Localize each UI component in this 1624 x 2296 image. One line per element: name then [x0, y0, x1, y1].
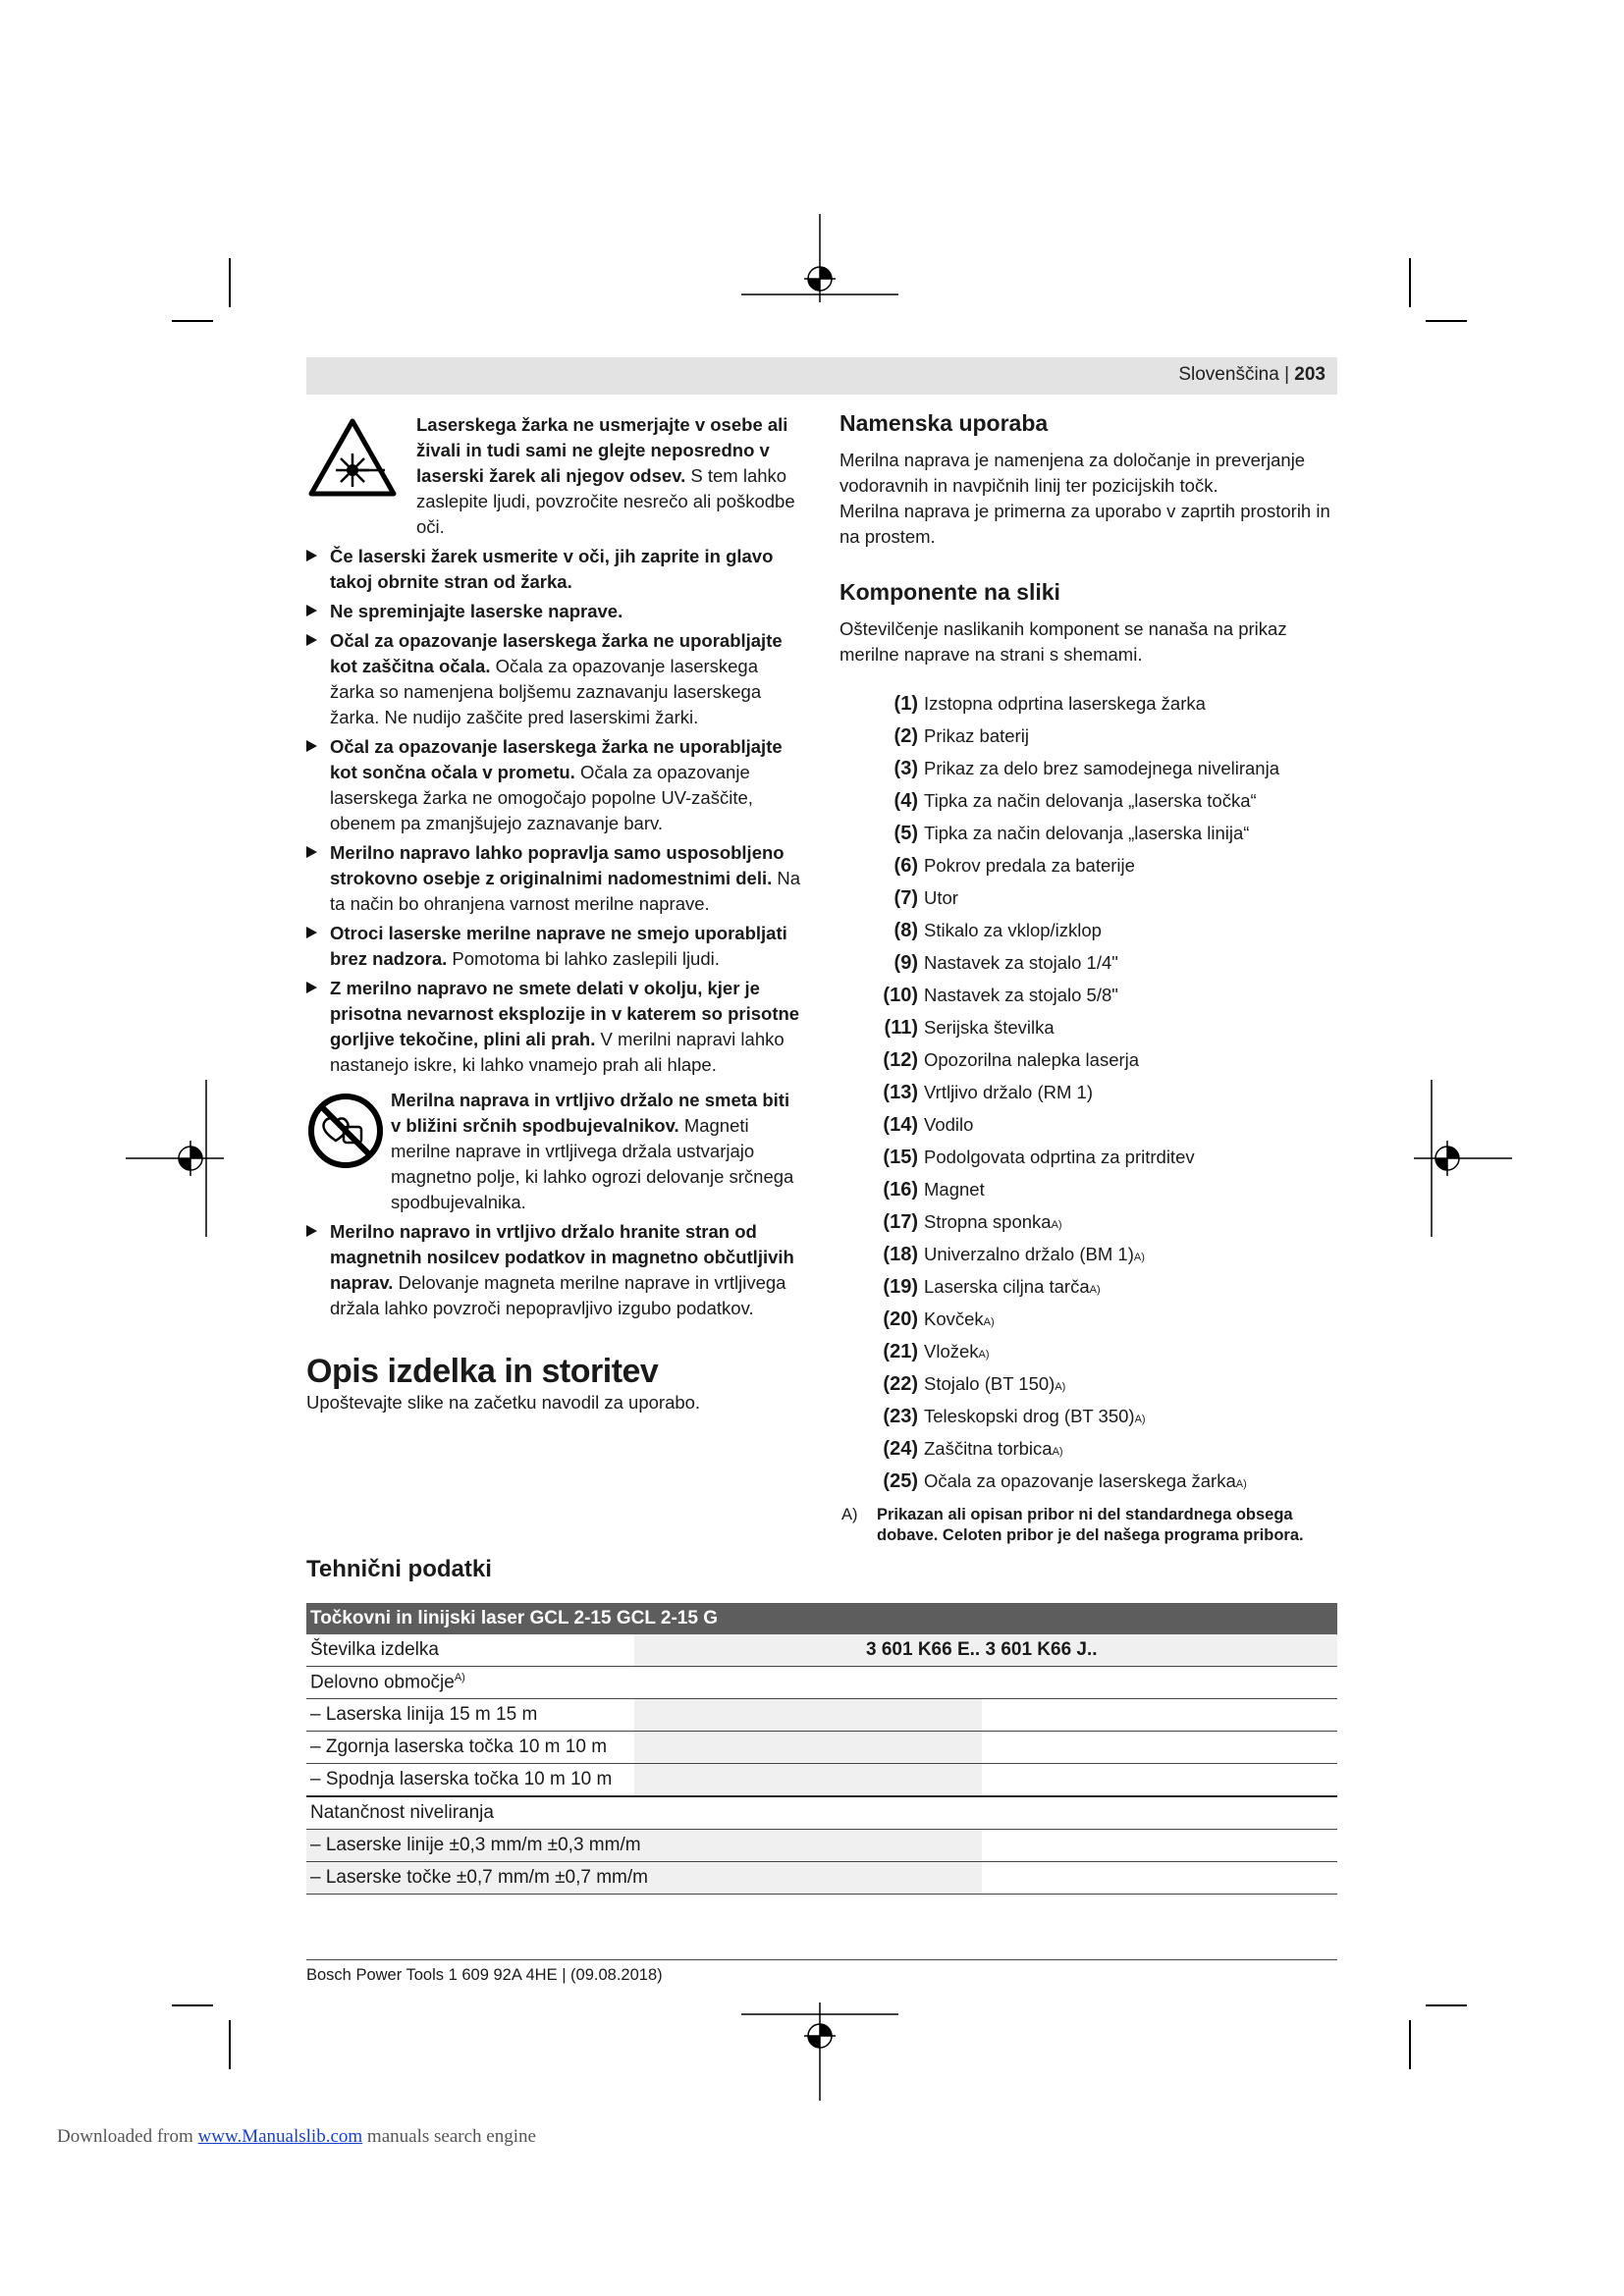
component-number: (13)	[883, 1082, 918, 1103]
table-row	[306, 1764, 1337, 1797]
component-label: Stropna sponka	[924, 1211, 1052, 1232]
article-label: Številka izdelka	[306, 1634, 634, 1667]
list-item	[839, 1274, 1338, 1307]
tech-title: Tehnični podatki	[306, 1556, 492, 1582]
pacemaker-warning-text	[391, 1088, 802, 1215]
intended-use-title: Namenska uporaba	[839, 410, 1049, 436]
component-number: (4)	[893, 790, 918, 812]
bullet-arrow-icon	[306, 927, 317, 938]
list-item	[839, 885, 1338, 918]
component-label: Zaščitna torbica	[924, 1438, 1053, 1459]
bullet-item	[306, 976, 802, 1078]
laser-warning-bold: Laserskega žarka ne usmerjajte v osebe ali živali in tudi sami ne glejte neposredno v laserski žarek ali njegov odsev.	[416, 414, 788, 486]
bullet-item	[306, 734, 802, 836]
bullet-bold: Če laserski žarek usmerite v oči, jih zaprite in glavo takoj obrnite stran od žarka.	[330, 546, 774, 592]
accuracy-row-2: – Laserske točke ±0,7 mm/m ±0,7 mm/m	[306, 1862, 982, 1895]
list-item	[839, 853, 1338, 885]
laser-warning	[306, 412, 802, 540]
bullet-arrow-icon	[306, 982, 317, 993]
intended-use-p1: Merilna naprava je namenjena za določanje in preverjanje vodoravnih in navpičnih linij ter pozicijskih točk.	[839, 450, 1306, 496]
component-number: (20)	[883, 1308, 918, 1330]
intended-use-p2: Merilna naprava je primerna za uporabo v zaprtih prostorih in na prostem.	[839, 501, 1330, 547]
pacemaker-warning-bold: Merilna naprava in vrtljivo držalo ne smeta biti v bližini srčnih spodbujevalnikov.	[391, 1090, 790, 1136]
list-item	[839, 918, 1338, 950]
range-label: Delovno območje	[310, 1672, 455, 1693]
tech-header: Točkovni in linijski laser GCL 2-15 GCL 2-15 G	[306, 1603, 1337, 1634]
list-item	[839, 691, 1338, 723]
pacemaker-warning-normal: Magneti merilne naprave in vrtljivega držala ustvarjajo magnetno polje, ki lahko ogrozi delovanje srčnega spodbujevalnika.	[391, 1115, 794, 1212]
magnet-bullets	[306, 1219, 802, 1321]
list-item	[839, 723, 1338, 756]
page-number: 203	[1294, 364, 1326, 385]
component-label: Vrtljivo držalo (RM 1)	[924, 1082, 1094, 1102]
component-label: Laserska ciljna tarča	[924, 1276, 1090, 1297]
component-number: (10)	[883, 985, 918, 1006]
component-number: (12)	[883, 1049, 918, 1071]
list-item	[839, 1404, 1338, 1436]
page-footer: Bosch Power Tools 1 609 92A 4HE | (09.08.2018)	[306, 1959, 1337, 1985]
bullet-bold: Očal za opazovanje laserskega žarka ne uporabljajte kot sončna očala v prometu.	[330, 736, 783, 782]
header-language: Slovenščina	[1178, 364, 1279, 385]
component-label: Stojalo (BT 150)	[924, 1373, 1056, 1394]
manualslib-link[interactable]: www.Manualslib.com	[197, 2126, 363, 2147]
registration-mark-icon	[741, 214, 898, 302]
components-intro: Oštevilčenje naslikanih komponent se nanaša na prikaz merilne naprave na strani s shemami.	[839, 618, 1287, 665]
component-number: (6)	[893, 855, 918, 877]
component-number: (14)	[883, 1114, 918, 1136]
list-item	[839, 983, 1338, 1015]
component-label: Univerzalno držalo (BM 1)	[924, 1244, 1134, 1264]
pacemaker-warning	[306, 1088, 802, 1215]
left-column	[306, 412, 802, 1415]
header-separator: |	[1284, 364, 1290, 385]
component-number: (2)	[893, 725, 918, 747]
list-item	[839, 950, 1338, 983]
registration-mark-icon	[741, 2002, 898, 2101]
bullet-bold: Z merilno napravo ne smete delati v okolju, kjer je prisotna nevarnost eksplozije in v katerem so prisotne gorljive tekočine, plini ali prah.	[330, 978, 800, 1049]
bullet-arrow-icon	[306, 740, 317, 752]
list-item	[839, 1307, 1338, 1339]
component-sup: A)	[1133, 1252, 1145, 1263]
list-item	[839, 1436, 1338, 1468]
component-label: Podolgovata odprtina za pritrditev	[924, 1147, 1195, 1167]
table-row	[306, 1862, 1337, 1895]
component-number: (16)	[883, 1179, 918, 1201]
component-label: Nastavek za stojalo 5/8"	[924, 985, 1118, 1005]
no-pacemaker-icon	[306, 1092, 385, 1170]
components-footnote	[839, 1505, 1338, 1546]
header-language-page	[1178, 364, 1326, 386]
component-number: (5)	[893, 823, 918, 844]
component-label: Pokrov predala za baterije	[924, 855, 1135, 876]
list-item	[839, 1112, 1338, 1145]
section-text: Upoštevajte slike na začetku navodil za uporabo.	[306, 1392, 701, 1413]
footnote-mark: A)	[841, 1506, 858, 1523]
component-sup: A)	[1089, 1284, 1101, 1296]
bullet-item	[306, 544, 802, 595]
component-label: Izstopna odprtina laserskega žarka	[924, 693, 1206, 714]
page-header	[306, 357, 1337, 395]
table-row	[306, 1634, 1337, 1667]
list-item	[839, 1015, 1338, 1047]
bullet-normal: Pomotoma bi lahko zaslepili ljudi.	[452, 948, 720, 969]
component-sup: A)	[978, 1349, 990, 1361]
list-item	[839, 1177, 1338, 1209]
download-suffix: manuals search engine	[366, 2126, 536, 2147]
component-sup: A)	[1235, 1478, 1247, 1490]
table-row	[306, 1699, 1337, 1732]
safety-bullets	[306, 544, 802, 1078]
component-sup: A)	[1052, 1446, 1063, 1458]
list-item	[839, 1145, 1338, 1177]
list-item	[839, 1080, 1338, 1112]
component-label: Kovček	[924, 1308, 984, 1329]
component-number: (23)	[883, 1406, 918, 1427]
accuracy-label: Natančnost niveliranja	[306, 1796, 1337, 1830]
component-label: Prikaz za delo brez samodejnega niveliranja	[924, 758, 1279, 778]
table-row	[306, 1830, 1337, 1862]
range-row-3-gcl	[634, 1764, 982, 1797]
component-number: (21)	[883, 1341, 918, 1362]
component-label: Prikaz baterij	[924, 725, 1029, 746]
article-value: 3 601 K66 E.. 3 601 K66 J..	[634, 1634, 1337, 1667]
component-number: (3)	[893, 758, 918, 779]
component-label: Opozorilna nalepka laserja	[924, 1049, 1140, 1070]
range-row-2-gclg	[982, 1732, 1337, 1764]
range-row-2-gcl	[634, 1732, 982, 1764]
list-item	[839, 821, 1338, 853]
bullet-item	[306, 1219, 802, 1321]
component-number: (15)	[883, 1147, 918, 1168]
accuracy-row-1: – Laserske linije ±0,3 mm/m ±0,3 mm/m	[306, 1830, 982, 1862]
table-row	[306, 1667, 1337, 1699]
bullet-item	[306, 921, 802, 972]
component-sup: A)	[983, 1316, 995, 1328]
component-number: (7)	[893, 887, 918, 909]
bullet-bold: Merilno napravo lahko popravlja samo usposobljeno strokovno osebje z originalnimi nadomestnimi deli.	[330, 842, 785, 888]
list-item	[839, 1371, 1338, 1404]
component-label: Teleskopski drog (BT 350)	[924, 1406, 1135, 1426]
registration-mark-icon	[126, 1080, 224, 1237]
component-number: (25)	[883, 1470, 918, 1492]
component-label: Nastavek za stojalo 1/4"	[924, 952, 1118, 973]
tech-header-row	[306, 1603, 1337, 1634]
component-number: (18)	[883, 1244, 918, 1265]
range-sup: A)	[454, 1671, 465, 1683]
range-row-1-gclg	[982, 1699, 1337, 1732]
laser-warning-text	[416, 412, 802, 540]
laser-warning-normal: S tem lahko zaslepite ljudi, povzročite nesrečo ali poškodbe oči.	[416, 465, 795, 537]
bullet-arrow-icon	[306, 846, 317, 858]
section-title: Opis izdelka in storitev	[306, 1353, 659, 1390]
registration-mark-icon	[1414, 1080, 1512, 1237]
component-sup: A)	[1134, 1414, 1146, 1425]
component-label: Tipka za način delovanja „laserska točka“	[924, 790, 1257, 811]
bullet-bold: Ne spreminjajte laserske naprave.	[330, 601, 623, 621]
bullet-bold: Očal za opazovanje laserskega žarka ne uporabljajte kot zaščitna očala.	[330, 630, 783, 676]
component-number: (17)	[883, 1211, 918, 1233]
bullet-normal: V merilni napravi lahko nastanejo iskre, ki lahko vnamejo prah ali hlape.	[330, 1029, 785, 1075]
component-sup: A)	[1051, 1219, 1062, 1231]
tech-table	[306, 1603, 1337, 1895]
footnote-text: Prikazan ali opisan pribor ni del standardnega obsega dobave. Celoten pribor je del našega programa pribora.	[877, 1506, 1304, 1544]
components-title: Komponente na sliki	[839, 579, 1060, 605]
bullet-arrow-icon	[306, 634, 317, 646]
component-number: (19)	[883, 1276, 918, 1298]
component-number: (11)	[884, 1017, 918, 1039]
range-row-1: – Laserska linija 15 m 15 m	[306, 1699, 634, 1732]
accuracy-row-1-gclg	[982, 1830, 1337, 1862]
bullet-item	[306, 840, 802, 917]
table-row	[306, 1796, 1337, 1830]
list-item	[839, 1242, 1338, 1274]
range-row-2: – Zgornja laserska točka 10 m 10 m	[306, 1732, 634, 1764]
component-number: (24)	[883, 1438, 918, 1460]
table-row	[306, 1732, 1337, 1764]
list-item	[839, 1209, 1338, 1242]
component-label: Vložek	[924, 1341, 979, 1362]
component-number: (9)	[893, 952, 918, 974]
range-row-3: – Spodnja laserska točka 10 m 10 m	[306, 1764, 634, 1797]
component-number: (1)	[893, 693, 918, 715]
bullet-item	[306, 628, 802, 730]
bullet-item	[306, 599, 802, 624]
bullet-bold: Merilno napravo in vrtljivo držalo hranite stran od magnetnih nosilcev podatkov in magnetno občutljivih naprav.	[330, 1221, 794, 1293]
bullet-arrow-icon	[306, 605, 317, 616]
list-item	[839, 756, 1338, 788]
bullet-normal: Na ta način bo ohranjena varnost merilne naprave.	[330, 868, 801, 914]
bullet-normal: Očala za opazovanje laserskega žarka so namenjena boljšemu zaznavanju laserskega žarka. Ne nudijo zaščite pred laserskimi žarki.	[330, 656, 762, 727]
download-notice	[57, 2126, 536, 2148]
range-row-1-gcl	[634, 1699, 982, 1732]
component-label: Tipka za način delovanja „laserska linija“	[924, 823, 1250, 843]
laser-warning-icon	[308, 418, 397, 497]
accuracy-row-2-gclg	[982, 1862, 1337, 1895]
components-list	[839, 691, 1338, 1501]
list-item	[839, 1339, 1338, 1371]
component-label: Očala za opazovanje laserskega žarka	[924, 1470, 1236, 1491]
component-number: (8)	[893, 920, 918, 941]
list-item	[839, 1468, 1338, 1501]
component-label: Stikalo za vklop/izklop	[924, 920, 1102, 940]
right-column	[839, 410, 1338, 1546]
component-label: Magnet	[924, 1179, 985, 1200]
list-item	[839, 1047, 1338, 1080]
bullet-normal: Delovanje magneta merilne naprave in vrtljivega držala lahko povzroči nepopravljivo izgubo podatkov.	[330, 1272, 786, 1318]
download-prefix: Downloaded from	[57, 2126, 193, 2147]
component-label: Vodilo	[924, 1114, 974, 1135]
component-number: (22)	[883, 1373, 918, 1395]
bullet-arrow-icon	[306, 1225, 317, 1237]
component-sup: A)	[1055, 1381, 1066, 1393]
list-item	[839, 788, 1338, 821]
range-label-cell	[306, 1667, 1337, 1699]
component-label: Serijska številka	[924, 1017, 1055, 1038]
component-label: Utor	[924, 887, 958, 908]
bullet-arrow-icon	[306, 550, 317, 561]
range-row-3-gclg	[982, 1764, 1337, 1797]
bullet-normal: Očala za opazovanje laserskega žarka ne omogočajo popolne UV-zaščite, obenem pa zmanjšujejo zaznavanje barv.	[330, 762, 753, 833]
bullet-bold: Otroci laserske merilne naprave ne smejo uporabljati brez nadzora.	[330, 923, 787, 969]
